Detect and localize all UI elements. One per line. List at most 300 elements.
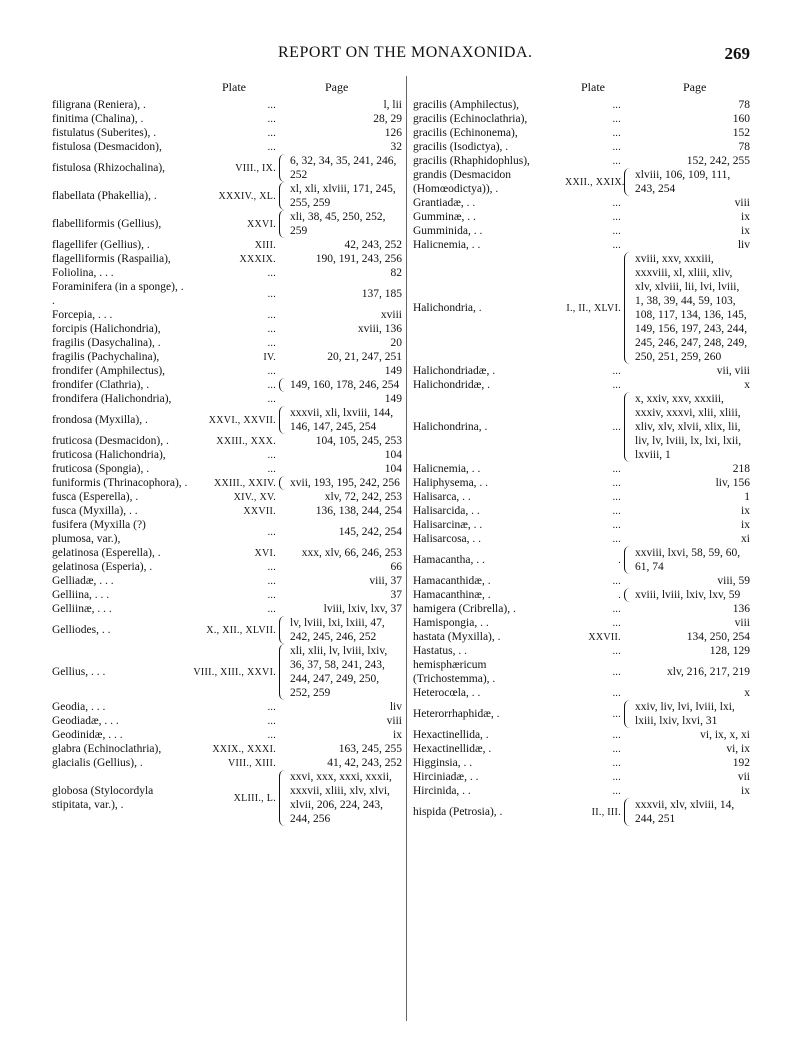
entry-pages: 128, 129: [709, 645, 750, 657]
index-entry: [413, 770, 750, 784]
index-entry: [413, 742, 750, 756]
entry-plate: ...: [267, 589, 276, 601]
index-entry: [52, 210, 402, 238]
entry-pages: 37: [390, 589, 402, 601]
entry-plate: ...: [612, 491, 621, 503]
entry-name: Halichondridæ, .: [413, 379, 490, 391]
entry-brace: [279, 392, 289, 406]
entry-plate: XXXIV., XL.: [218, 190, 276, 202]
entry-brace: [279, 616, 290, 644]
index-entry: [52, 182, 402, 210]
entry-brace: [279, 546, 289, 560]
entry-pages: xlv, 72, 242, 253: [324, 491, 402, 503]
entry-plate: ...: [267, 715, 276, 727]
entry-plate: ...: [267, 449, 276, 461]
entry-name: Foraminifera (in a sponge), . .: [52, 281, 184, 307]
entry-name: fistulosa (Rhizochalina),: [52, 162, 166, 174]
plate-heading: Plate: [581, 80, 605, 94]
index-entry: [413, 630, 750, 644]
index-entry: [52, 392, 402, 406]
index-entry: [52, 350, 402, 364]
entry-plate: ...: [612, 519, 621, 531]
entry-brace: [279, 112, 289, 126]
entry-name: fragilis (Pachychalina),: [52, 351, 160, 363]
running-title: REPORT ON THE MONAXONIDA.: [278, 44, 533, 61]
entry-plate: ...: [267, 526, 276, 538]
entry-brace: [279, 756, 289, 770]
entry-brace: [624, 798, 635, 826]
entry-pages: xli, 38, 45, 250, 252, 259: [290, 211, 386, 237]
entry-name: globosa (Stylocordyla stipitata, var.), .: [52, 785, 154, 811]
index-entry: [52, 560, 402, 574]
entry-pages: vi, ix, x, xi: [700, 729, 750, 741]
entry-pages: 78: [738, 141, 750, 153]
entry-name: fruticosa (Desmacidon), .: [52, 435, 169, 447]
index-entry: [52, 238, 402, 252]
entry-name: funiformis (Thrinacophora), .: [52, 477, 188, 489]
entry-pages: l, lii: [383, 99, 402, 111]
entry-name: hispida (Petrosia), .: [413, 806, 503, 818]
entry-plate: ...: [267, 365, 276, 377]
index-entry: [52, 756, 402, 770]
entry-name: Gumminæ, . .: [413, 211, 476, 223]
entry-name: flabelliformis (Gellius),: [52, 218, 162, 230]
entry-name: Hamacanthinæ, .: [413, 589, 491, 601]
entry-pages: x: [744, 687, 750, 699]
entry-brace: [279, 490, 289, 504]
index-entry: [413, 238, 750, 252]
entry-plate: XXXIX.: [239, 253, 276, 265]
entry-brace: [279, 252, 289, 266]
entry-brace: [279, 364, 289, 378]
entry-pages: xxxvii, xlv, xlviii, 14, 244, 251: [635, 799, 735, 825]
index-entry: [413, 518, 750, 532]
entry-plate: XIII.: [254, 239, 276, 251]
entry-pages: ix: [393, 729, 402, 741]
entry-brace: [624, 504, 634, 518]
index-entry: [52, 336, 402, 350]
entry-name: fusca (Myxilla), . .: [52, 505, 138, 517]
entry-name: gelatinosa (Esperella), .: [52, 547, 161, 559]
entry-plate: VIII., IX.: [235, 162, 276, 174]
entry-pages: 149: [384, 393, 402, 405]
entry-brace: [624, 728, 634, 742]
entry-name: Gumminida, . .: [413, 225, 483, 237]
entry-brace: [279, 700, 289, 714]
entry-pages: xviii, 136: [357, 323, 402, 335]
entry-pages: x, xxiv, xxv, xxxiii, xxxiv, xxxvi, xlii, xliii, xliv, xlv, xlvii, xlix, lii, liv, lv, lviii, lx, lxi, lxii, lxviii, 1: [635, 393, 742, 461]
entry-name: Forcepia, . . .: [52, 309, 113, 321]
entry-name: Halicnemia, . .: [413, 239, 481, 251]
entry-brace: [279, 336, 289, 350]
entry-pages: vi, ix: [726, 743, 750, 755]
entry-pages: 82: [390, 267, 402, 279]
entry-pages: liv, 156: [715, 477, 750, 489]
entry-brace: [279, 350, 289, 364]
entry-brace: [279, 182, 290, 210]
entry-brace: [624, 224, 634, 238]
entry-plate: ...: [267, 337, 276, 349]
entry-pages: vii, viii: [716, 365, 750, 377]
entry-brace: [624, 98, 634, 112]
entry-name: Halichondria, .: [413, 302, 482, 314]
entry-plate: ...: [612, 141, 621, 153]
entry-name: hamigera (Cribrella), .: [413, 603, 516, 615]
entry-pages: 78: [738, 99, 750, 111]
entry-brace: [279, 518, 289, 546]
entry-brace: [624, 126, 634, 140]
entry-plate: ...: [612, 533, 621, 545]
entry-brace: [624, 112, 634, 126]
index-entry: [413, 574, 750, 588]
index-entry: [413, 504, 750, 518]
entry-pages: viii, 37: [369, 575, 402, 587]
entry-name: Hamispongia, . .: [413, 617, 489, 629]
entry-pages: 160: [732, 113, 750, 125]
entry-name: Heterocœla, . .: [413, 687, 481, 699]
entry-name: Gelliadæ, . . .: [52, 575, 114, 587]
entry-pages: ix: [741, 785, 750, 797]
page-heading: Page: [325, 80, 349, 94]
entry-plate: ...: [267, 113, 276, 125]
entry-plate: ...: [612, 729, 621, 741]
entry-brace: [624, 378, 634, 392]
entry-plate: ...: [267, 127, 276, 139]
entry-plate: ...: [612, 708, 621, 720]
entry-name: Halisarcosa, . .: [413, 533, 482, 545]
entry-brace: [624, 154, 634, 168]
entry-name: gracilis (Echinonema),: [413, 127, 518, 139]
entry-pages: 190, 191, 243, 256: [315, 253, 402, 265]
entry-brace: [624, 602, 634, 616]
entry-name: grandis (Desmacidon (Homœodictya)), .: [413, 169, 512, 195]
entry-pages: 66: [390, 561, 402, 573]
entry-plate: ...: [267, 701, 276, 713]
entry-pages: xlviii, 106, 109, 111, 243, 254: [635, 169, 731, 195]
entry-name: gracilis (Rhaphidophlus),: [413, 155, 530, 167]
entry-plate: ...: [612, 463, 621, 475]
entry-brace: [624, 686, 634, 700]
entry-plate: ...: [612, 505, 621, 517]
index-entry: [413, 798, 750, 826]
entry-plate: ...: [267, 729, 276, 741]
entry-plate: IV.: [263, 351, 276, 363]
right-column-headings: [413, 80, 750, 98]
entry-brace: [279, 322, 289, 336]
entry-plate: ...: [267, 267, 276, 279]
entry-pages: 42, 243, 252: [344, 239, 402, 251]
index-entry: [52, 714, 402, 728]
entry-brace: [624, 742, 634, 756]
entry-pages: ix: [741, 505, 750, 517]
entry-brace: [279, 504, 289, 518]
entry-pages: 149: [384, 365, 402, 377]
entry-brace: [624, 196, 634, 210]
index-entry: [413, 602, 750, 616]
index-entry: [413, 476, 750, 490]
index-entry: [52, 406, 402, 434]
entry-name: fragilis (Dasychalina), .: [52, 337, 161, 349]
entry-name: Hirciniadæ, . .: [413, 771, 479, 783]
index-entry: [413, 546, 750, 574]
entry-brace: [279, 434, 289, 448]
index-entry: [52, 546, 402, 560]
index-entry: [413, 658, 750, 686]
entry-plate: ...: [612, 113, 621, 125]
entry-name: fruticosa (Halichondria),: [52, 449, 166, 461]
entry-brace: [279, 154, 290, 182]
index-entry: [413, 224, 750, 238]
entry-pages: 136: [732, 603, 750, 615]
entry-brace: [279, 98, 289, 112]
entry-plate: ...: [612, 99, 621, 111]
index-entry: [52, 616, 402, 644]
entry-pages: xxvi, xxx, xxxi, xxxii, xxxvii, xliii, xlv, xlvi, xlvii, 206, 224, 243, 244, 256: [290, 771, 392, 825]
page-header: [0, 44, 800, 70]
index-entry: [413, 756, 750, 770]
entry-brace: [279, 728, 289, 742]
entry-brace: [624, 238, 634, 252]
index-entry: [413, 378, 750, 392]
entry-plate: ...: [612, 379, 621, 391]
entry-plate: VIII., XIII., XXVI.: [193, 666, 276, 678]
index-entry: [52, 476, 402, 490]
entry-name: Halichondrina, .: [413, 421, 488, 433]
entry-pages: 41, 42, 243, 252: [327, 757, 402, 769]
index-entry: [52, 154, 402, 182]
entry-plate: ...: [612, 687, 621, 699]
entry-name: Halisarca, . .: [413, 491, 471, 503]
entry-pages: 136, 138, 244, 254: [315, 505, 402, 517]
index-entry: [413, 588, 750, 602]
entry-brace: [279, 588, 289, 602]
entry-plate: XXVI.: [247, 218, 276, 230]
entry-name: Hamacantha, . .: [413, 554, 485, 566]
entry-plate: ...: [612, 575, 621, 587]
entry-brace: [624, 588, 635, 602]
entry-brace: [624, 210, 634, 224]
index-entry: [52, 588, 402, 602]
entry-plate: ...: [612, 239, 621, 251]
entry-plate: ...: [612, 645, 621, 657]
entry-brace: [624, 574, 634, 588]
entry-plate: ...: [612, 365, 621, 377]
entry-brace: [624, 462, 634, 476]
entry-brace: [624, 140, 634, 154]
entry-brace: [279, 770, 290, 826]
entry-name: Gelliodes, . .: [52, 624, 111, 636]
plate-heading: Plate: [222, 80, 246, 94]
entry-name: Hexactinellidæ, .: [413, 743, 492, 755]
entry-brace: [624, 546, 635, 574]
entry-name: Gelliinæ, . . .: [52, 603, 112, 615]
entry-brace: [279, 448, 289, 462]
index-entry: [413, 168, 750, 196]
entry-pages: xviii: [380, 309, 402, 321]
entry-plate: ...: [612, 477, 621, 489]
entry-pages: viii: [386, 715, 402, 727]
index-entry: [52, 434, 402, 448]
index-entry: [52, 574, 402, 588]
entry-pages: 6, 32, 34, 35, 241, 246, 252: [290, 155, 397, 181]
index-entry: [52, 364, 402, 378]
entry-brace: [624, 756, 634, 770]
entry-name: Halichondriadæ, .: [413, 365, 496, 377]
index-entry: [52, 252, 402, 266]
entry-name: gelatinosa (Esperia), .: [52, 561, 153, 573]
entry-brace: [279, 574, 289, 588]
entry-pages: 126: [384, 127, 402, 139]
entry-name: glabra (Echinoclathria),: [52, 743, 162, 755]
entry-brace: [624, 616, 634, 630]
index-entry: [413, 364, 750, 378]
entry-pages: xli, xlii, lv, lviii, lxiv, 36, 37, 58, 241, 243, 244, 247, 249, 250, 252, 259: [290, 645, 388, 699]
entry-pages: xxiv, liv, lvi, lviii, lxi, lxiii, lxiv, lxvi, 31: [635, 701, 735, 727]
entry-brace: [624, 644, 634, 658]
index-entry: [52, 98, 402, 112]
entry-brace: [624, 364, 634, 378]
entry-name: fusifera (Myxilla (?) plumosa, var.),: [52, 519, 146, 545]
index-entry: [413, 112, 750, 126]
entry-name: finitima (Chalina), .: [52, 113, 144, 125]
entry-plate: ...: [267, 379, 276, 391]
entry-plate: ...: [612, 771, 621, 783]
entry-brace: [624, 252, 635, 364]
entry-pages: xviii, xxv, xxxiii, xxxviii, xl, xliii, xliv, xlv, xlviii, lii, lvi, lviii, 1, 38, 39, 44, 59, 103, 108, 117, 134, 136, 145, 149, 156, 197, 243, 244, 245, 246, 247, 248, 249, 250, 251, 259, 260: [635, 253, 748, 363]
entry-pages: vii: [737, 771, 750, 783]
entry-name: flagellifer (Gellius), .: [52, 239, 150, 251]
page-number: 269: [724, 44, 750, 63]
entry-brace: [279, 602, 289, 616]
entry-name: gracilis (Amphilectus),: [413, 99, 520, 111]
entry-pages: liv: [737, 239, 750, 251]
index-entry: [413, 154, 750, 168]
index-entry: [413, 490, 750, 504]
right-entry-list: [413, 98, 750, 826]
index-entry: [52, 378, 402, 392]
entry-name: Halicnemia, . .: [413, 463, 481, 475]
entry-brace: [279, 238, 289, 252]
entry-plate: ...: [267, 99, 276, 111]
index-entry: [52, 742, 402, 756]
entry-pages: ix: [741, 519, 750, 531]
entry-plate: X., XII., XLVII.: [206, 624, 276, 636]
index-entry: [52, 462, 402, 476]
entry-pages: 32: [390, 141, 402, 153]
entry-plate: XXVII.: [588, 631, 621, 643]
entry-name: frondifera (Halichondria),: [52, 393, 172, 405]
entry-brace: [279, 406, 290, 434]
entry-pages: 20, 21, 247, 251: [327, 351, 402, 363]
entry-brace: [279, 308, 289, 322]
entry-brace: [279, 714, 289, 728]
entry-name: Hexactinellida, .: [413, 729, 489, 741]
entry-plate: ...: [612, 225, 621, 237]
entry-pages: 163, 245, 255: [338, 743, 402, 755]
entry-brace: [279, 560, 289, 574]
entry-plate: ...: [267, 393, 276, 405]
entry-name: Heterorrhaphidæ, .: [413, 708, 500, 720]
entry-plate: ...: [612, 743, 621, 755]
entry-name: Halisarcida, . .: [413, 505, 480, 517]
entry-name: forcipis (Halichondria),: [52, 323, 161, 335]
entry-name: frondifer (Amphilectus),: [52, 365, 166, 377]
index-entry: [52, 126, 402, 140]
index-entry: [413, 644, 750, 658]
entry-plate: ...: [612, 155, 621, 167]
index-entry: [413, 98, 750, 112]
entry-plate: XXVI., XXVII.: [208, 414, 276, 426]
index-entry: [52, 280, 402, 308]
entry-pages: 152, 242, 255: [686, 155, 750, 167]
entry-pages: xxx, xlv, 66, 246, 253: [301, 547, 402, 559]
entry-plate: ...: [267, 323, 276, 335]
entry-pages: 137, 185: [361, 288, 402, 300]
entry-brace: [279, 140, 289, 154]
entry-name: Halisarcinæ, . .: [413, 519, 483, 531]
entry-plate: XXVII.: [243, 505, 276, 517]
entry-pages: xi: [741, 533, 750, 545]
entry-name: fistulosa (Desmacidon),: [52, 141, 162, 153]
entry-plate: ...: [612, 666, 621, 678]
entry-plate: XIV., XV.: [233, 491, 276, 503]
entry-brace: [279, 378, 290, 392]
index-entry: [413, 532, 750, 546]
entry-brace: [279, 126, 289, 140]
entry-pages: viii: [734, 617, 750, 629]
entry-name: Hircinida, . .: [413, 785, 471, 797]
right-index-column: [413, 80, 750, 826]
entry-name: frondifer (Clathria), .: [52, 379, 150, 391]
entry-name: glacialis (Gellius), .: [52, 757, 143, 769]
left-column-headings: [52, 80, 402, 98]
entry-brace: [279, 266, 289, 280]
entry-plate: ...: [267, 288, 276, 300]
entry-brace: [279, 280, 289, 308]
entry-plate: ...: [267, 575, 276, 587]
column-divider: [406, 76, 407, 1021]
entry-name: gracilis (Echinoclathria),: [413, 113, 528, 125]
entry-pages: 218: [732, 463, 750, 475]
entry-name: Haliphysema, . .: [413, 477, 489, 489]
left-index-column: [52, 80, 402, 826]
entry-brace: [624, 168, 635, 196]
entry-plate: XXIII., XXIV.: [213, 477, 276, 489]
entry-name: fruticosa (Spongia), .: [52, 463, 150, 475]
entry-pages: 192: [732, 757, 750, 769]
entry-plate: ...: [612, 785, 621, 797]
index-entry: [52, 644, 402, 700]
index-entry: [413, 392, 750, 462]
entry-brace: [624, 490, 634, 504]
entry-plate: XXII., XXIX.: [565, 176, 625, 188]
entry-name: Geodia, . . .: [52, 701, 106, 713]
index-entry: [52, 728, 402, 742]
index-entry: [413, 686, 750, 700]
entry-name: Hastatus, . .: [413, 645, 467, 657]
index-entry: [413, 126, 750, 140]
entry-name: fistulatus (Suberites), .: [52, 127, 157, 139]
index-entry: [52, 140, 402, 154]
entry-brace: [624, 476, 634, 490]
entry-brace: [624, 658, 634, 686]
entry-plate: VIII., XIII.: [227, 757, 276, 769]
entry-brace: [279, 644, 290, 700]
entry-pages: viii: [734, 197, 750, 209]
entry-name: Gellius, . . .: [52, 666, 106, 678]
entry-name: gracilis (Isodictya), .: [413, 141, 509, 153]
index-entry: [413, 462, 750, 476]
